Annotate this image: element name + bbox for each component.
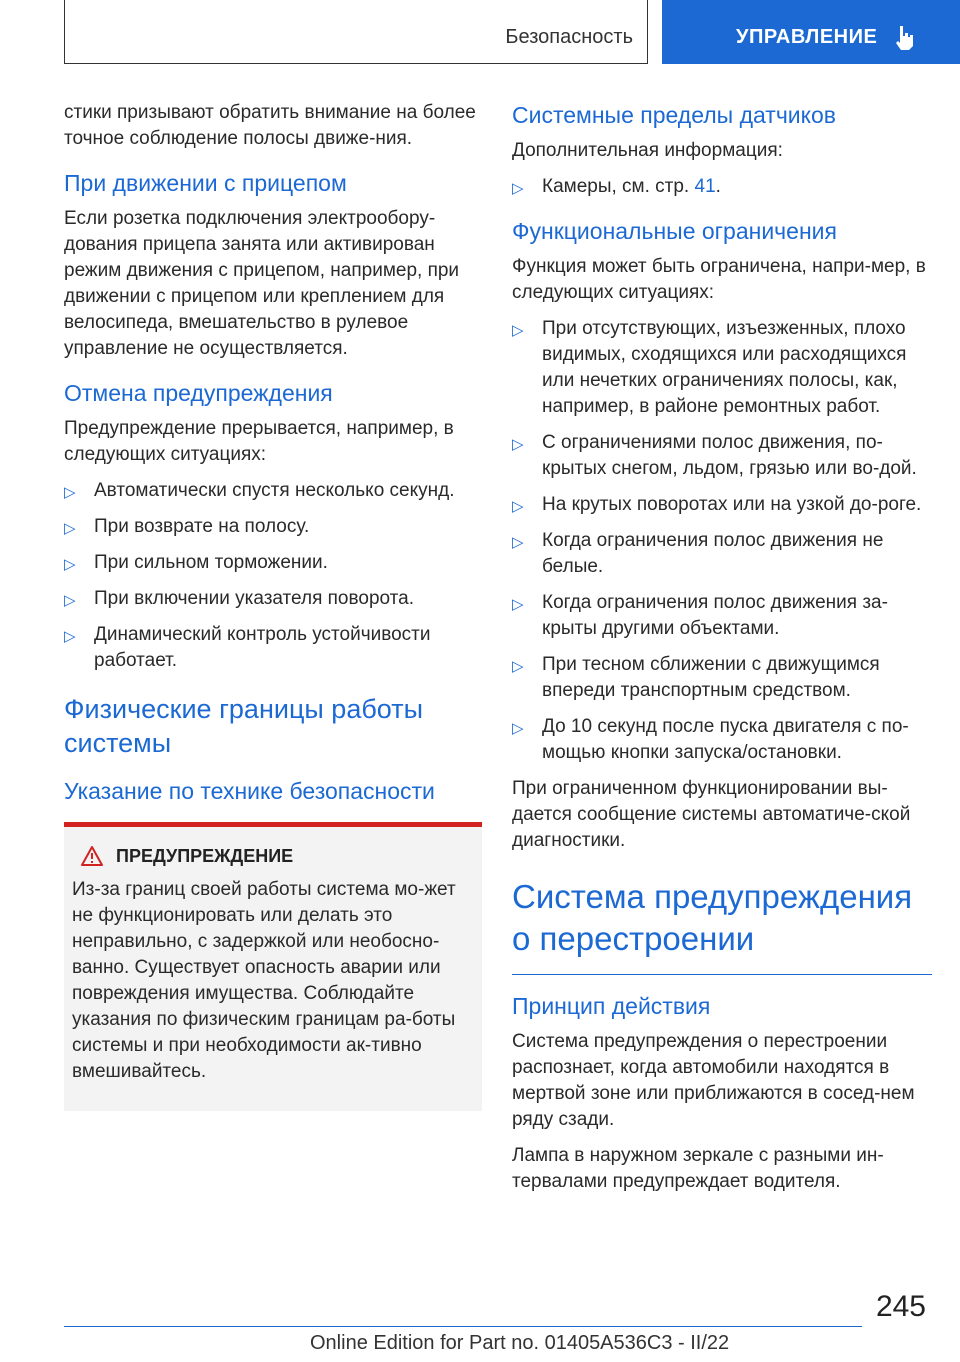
triangle-bullet-icon: ▷ xyxy=(64,592,76,609)
func-paragraph: Функция может быть ограничена, напри-мер, в следующих ситуациях: xyxy=(512,256,926,303)
sensor-paragraph: Дополнительная информация: xyxy=(512,140,783,161)
list-item: ▷ Динамический контроль устойчивости работает. xyxy=(64,624,431,671)
principle-paragraph-1: Система предупреждения о перестроении распознает, когда автомобили находятся в мертвой зоне или приближаются в сосед-нем ряду сзади. xyxy=(512,1031,915,1130)
intro-paragraph: стики призывают обратить внимание на более точное соблюдение полосы движе-ния. xyxy=(64,102,476,149)
triangle-bullet-icon: ▷ xyxy=(512,658,524,675)
header-chapter-tab[interactable] xyxy=(662,0,960,64)
heading-divider xyxy=(512,974,932,975)
warning-triangle-icon xyxy=(80,845,104,867)
right-column xyxy=(512,100,932,1205)
sensor-heading: Системные пределы датчиков xyxy=(512,102,836,128)
triangle-bullet-icon: ▷ xyxy=(512,720,524,737)
trailer-paragraph: Если розетка подключения электрообору-дования прицепа занята или активирован режим движения с прицепом, например, при движении с прицепом или креплением для велосипеда, вмешательство в рулевое управление не осуществляется. xyxy=(64,208,460,359)
func-heading: Функциональные ограничения xyxy=(512,218,837,244)
limits-heading: Физические границы работы системы xyxy=(64,694,424,758)
cancel-heading: Отмена предупреждения xyxy=(64,380,333,406)
list-item: ▷ На крутых поворотах или на узкой до-роге. xyxy=(512,492,932,518)
warning-text: Из-за границ своей работы система мо-жет не функционировать или делать это неправильно, с задержкой или необосно-ванно. Существует опасность аварии или повреждения имущества. Соблюдайте указания по физическим границам ра-боты системы и при необходимости ак-тивно вмешивайтесь. xyxy=(72,879,456,1082)
page-link[interactable]: 41 xyxy=(694,176,716,197)
sensor-list xyxy=(512,174,932,200)
triangle-bullet-icon: ▷ xyxy=(64,484,76,501)
triangle-bullet-icon: ▷ xyxy=(512,322,524,339)
principle-paragraph-2: Лампа в наружном зеркале с разными ин-тервалами предупреждает водителя. xyxy=(512,1145,884,1192)
header-section-title: Безопасность xyxy=(505,26,633,48)
list-item: ▷ Когда ограничения полос движения не белые. xyxy=(512,530,884,577)
triangle-bullet-icon: ▷ xyxy=(512,596,524,613)
list-item: ▷ При тесном сближении с движущимся впереди транспортным средством. xyxy=(512,654,880,701)
header-section-box xyxy=(64,0,648,64)
page-number: 245 xyxy=(875,1290,926,1323)
warning-title: ПРЕДУПРЕЖДЕНИЕ xyxy=(116,845,294,866)
principle-heading: Принцип действия xyxy=(512,993,711,1019)
triangle-bullet-icon: ▷ xyxy=(512,180,524,197)
header-chapter-title: УПРАВЛЕНИЕ xyxy=(736,26,878,48)
footer-rule xyxy=(64,1326,862,1327)
list-item: ▷ Автоматически спустя несколько секунд. xyxy=(64,478,482,504)
cancel-paragraph: Предупреждение прерывается, например, в следующих ситуациях: xyxy=(64,418,454,465)
list-item: ▷ При возврате на полосу. xyxy=(64,514,482,540)
triangle-bullet-icon: ▷ xyxy=(64,520,76,537)
list-item: ▷ Когда ограничения полос движения за-крыты другими объектами. xyxy=(512,592,888,639)
triangle-bullet-icon: ▷ xyxy=(512,534,524,551)
lcw-heading: Система предупреждения о перестроении xyxy=(512,878,913,957)
func-list xyxy=(512,316,932,766)
left-column xyxy=(64,100,482,1111)
triangle-bullet-icon: ▷ xyxy=(512,498,524,515)
list-item: ▷ При сильном торможении. xyxy=(64,550,482,576)
list-item: ▷ При отсутствующих, изъезженных, плохо видимых, сходящихся или расходящихся или нечетких ограничениях полосы, как, например, в районе ремонтных работ. xyxy=(512,318,907,417)
triangle-bullet-icon: ▷ xyxy=(64,556,76,573)
footer-edition: Online Edition for Part no. 01405A536C3 - II/22 xyxy=(310,1332,730,1354)
list-item: ▷ При включении указателя поворота. xyxy=(64,586,482,612)
cancel-list xyxy=(64,478,482,674)
list-item: ▷ Камеры, см. стр. 41. xyxy=(512,174,932,200)
list-item: ▷ С ограничениями полос движения, по-крытых снегом, льдом, грязью или во-дой. xyxy=(512,432,917,479)
triangle-bullet-icon: ▷ xyxy=(64,628,76,645)
pointing-hand-icon xyxy=(894,24,916,52)
warning-title-row xyxy=(72,845,466,867)
safety-heading: Указание по технике безопасности xyxy=(64,778,435,804)
func-after-paragraph: При ограниченном функционировании вы-дается сообщение системы автоматиче-ской диагностики. xyxy=(512,778,911,851)
triangle-bullet-icon: ▷ xyxy=(512,436,524,453)
list-item: ▷ До 10 секунд после пуска двигателя с по-мощью кнопки запуска/остановки. xyxy=(512,716,909,763)
warning-box xyxy=(64,822,482,1111)
trailer-heading: При движении с прицепом xyxy=(64,170,347,196)
